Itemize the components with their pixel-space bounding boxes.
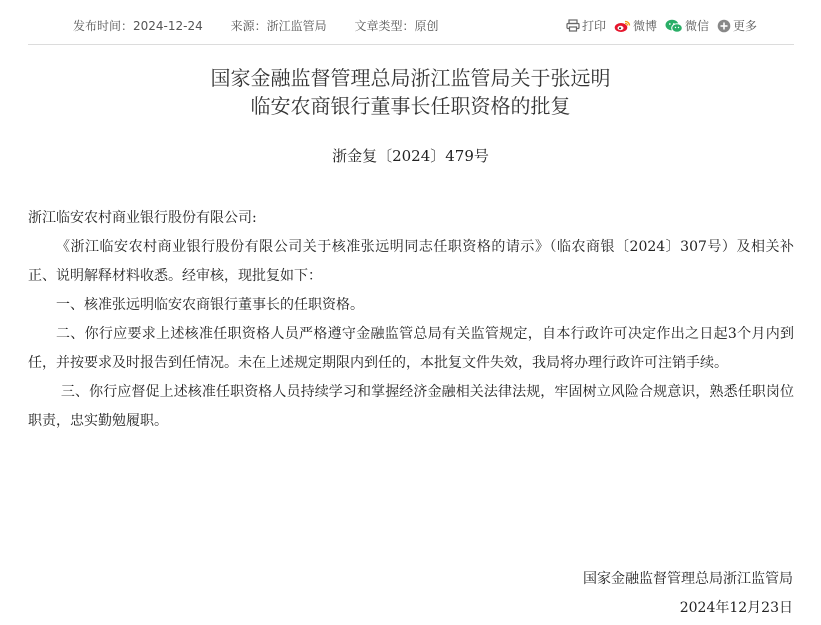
body-paragraph-4: 三、你行应督促上述核准任职资格人员持续学习和掌握经济金融相关法律法规，牢固树立风险合规意识，熟悉任职岗位职责，忠实勤勉履职。 xyxy=(28,384,794,429)
print-label: 打印 xyxy=(581,19,606,33)
source-info xyxy=(231,19,327,33)
article-meta-bar xyxy=(0,0,821,46)
weibo-label: 微博 xyxy=(632,19,657,33)
weibo-icon xyxy=(614,19,631,33)
publish-date: 2024-12-24 xyxy=(133,19,203,33)
issue-date: 2024年12月23日 xyxy=(679,600,793,616)
type-value: 原创 xyxy=(414,19,439,33)
printer-icon xyxy=(566,19,580,32)
wechat-share-button[interactable] xyxy=(665,17,709,34)
publish-label: 发布时间： xyxy=(73,19,134,33)
document-body xyxy=(28,204,794,436)
body-paragraph-2: 一、核准张远明临安农商银行董事长的任职资格。 xyxy=(56,297,364,313)
type-info xyxy=(354,19,438,33)
recipient-line: 浙江临安农村商业银行股份有限公司: xyxy=(28,210,257,226)
plus-circle-icon xyxy=(717,19,731,33)
issuing-organization: 国家金融监督管理总局浙江监管局 xyxy=(583,571,793,587)
print-button[interactable] xyxy=(566,17,606,34)
document-title xyxy=(0,64,821,120)
weibo-share-button[interactable] xyxy=(614,17,657,34)
title-line-2: 临安农商银行董事长任职资格的批复 xyxy=(250,94,571,118)
title-line-1: 国家金融监督管理总局浙江监管局关于张远明 xyxy=(210,66,611,90)
source-value: 浙江监管局 xyxy=(266,19,327,33)
header-divider xyxy=(28,44,794,45)
share-toolbar xyxy=(558,17,757,34)
wechat-icon xyxy=(665,19,683,33)
article-meta xyxy=(73,17,462,34)
document-number: 浙金复〔2024〕479号 xyxy=(332,147,489,165)
source-label: 来源： xyxy=(230,19,267,33)
type-label: 文章类型： xyxy=(354,19,415,33)
body-paragraph-3: 二、你行应要求上述核准任职资格人员严格遵守金融监管总局有关监管规定，自本行政许可决定作出之日起3个月内到任，并按要求及时报告到任情况。未在上述规定期限内到任的，本批复文件失效，我局将办理行政许可注销手续。 xyxy=(28,326,794,371)
body-paragraph-1: 《浙江临安农村商业银行股份有限公司关于核准张远明同志任职资格的请示》（临农商银〔2024〕307号）及相关补正、说明解释材料收悉。经审核，现批复如下： xyxy=(28,239,794,284)
more-label: 更多 xyxy=(732,19,757,33)
signature-block xyxy=(583,565,793,623)
publish-info xyxy=(73,19,203,33)
more-share-button[interactable] xyxy=(717,17,757,34)
wechat-label: 微信 xyxy=(684,19,709,33)
